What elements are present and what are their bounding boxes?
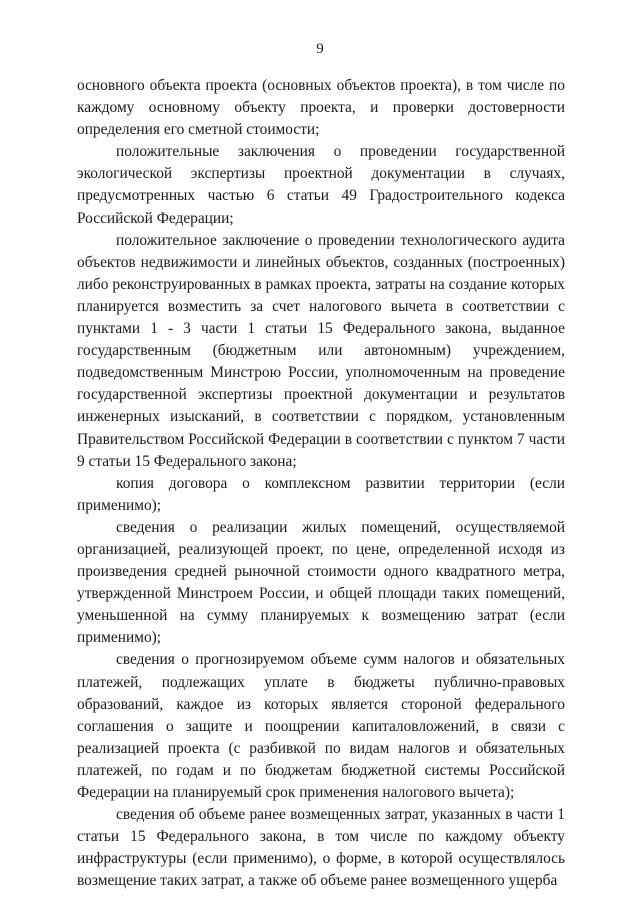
paragraph-territory-agreement: копия договора о комплексном развитии территории (если применимо); — [77, 474, 565, 514]
paragraph-technological-audit: положительное заключение о проведении технологического аудита объектов недвижимости и линейных объектов, созданных (построенных) либо реконструированных в рамках проекта, затраты на создание которых планируется возместить за счет налогового вычета в соответствии с пунктами 1 - 3 части 1 статьи 15 Федерального закона, выданное государственным (бюджетным или автономным) учреждением, подведомственным Минстрою России, уполномоченным на проведение государственной экспертизы проектной документации и результатов инженерных изысканий, в соответствии с порядком, установленным Правительством Российской Федерации в соответствии с пунктом 7 части 9 статьи 15 Федерального закона; — [77, 231, 565, 470]
page-number: 9 — [316, 41, 324, 57]
paragraph-housing-sales: сведения о реализации жилых помещений, осуществляемой организацией, реализующей проект, по цене, определенной исходя из произведения средней рыночной стоимости одного квадратного метра, утвержденной Минстроем России, и общей площади таких помещений, уменьшенной на сумму планируемых к возмещению затрат (если применимо); — [77, 518, 565, 647]
paragraph-ecological-expertise: положительные заключения о проведении государственной экологической экспертизы проектной документации в случаях, предусмотренных частью 6 статьи 49 Градостроительного кодекса Российской Федерации; — [77, 143, 565, 227]
paragraph-tax-forecast: сведения о прогнозируемом объеме сумм налогов и обязательных платежей, подлежащих уплате в бюджеты публично-правовых образований, каждое из которых является стороной федерального соглашения о защите и поощрении капиталовложений, в связи с реализацией проекта (с разбивкой по видам налогов и обязательных платежей, по годам и по бюджетам бюджетной системы Российской Федерации на планируемый срок применения налогового вычета); — [77, 651, 565, 801]
document-body — [77, 75, 565, 892]
paragraph-main-object-check: основного объекта проекта (основных объектов проекта), в том числе по каждому основному объекту проекта, и проверки достоверности определения его сметной стоимости; — [77, 77, 565, 139]
paragraph-reimbursed-costs: сведения об объеме ранее возмещенных затрат, указанных в части 1 статьи 15 Федерального закона, в том числе по каждому объекту инфраструктуры (если применимо), о форме, в которой осуществлялось возмещение таких затрат, а также об объеме ранее возмещенного ущерба — [77, 806, 565, 890]
